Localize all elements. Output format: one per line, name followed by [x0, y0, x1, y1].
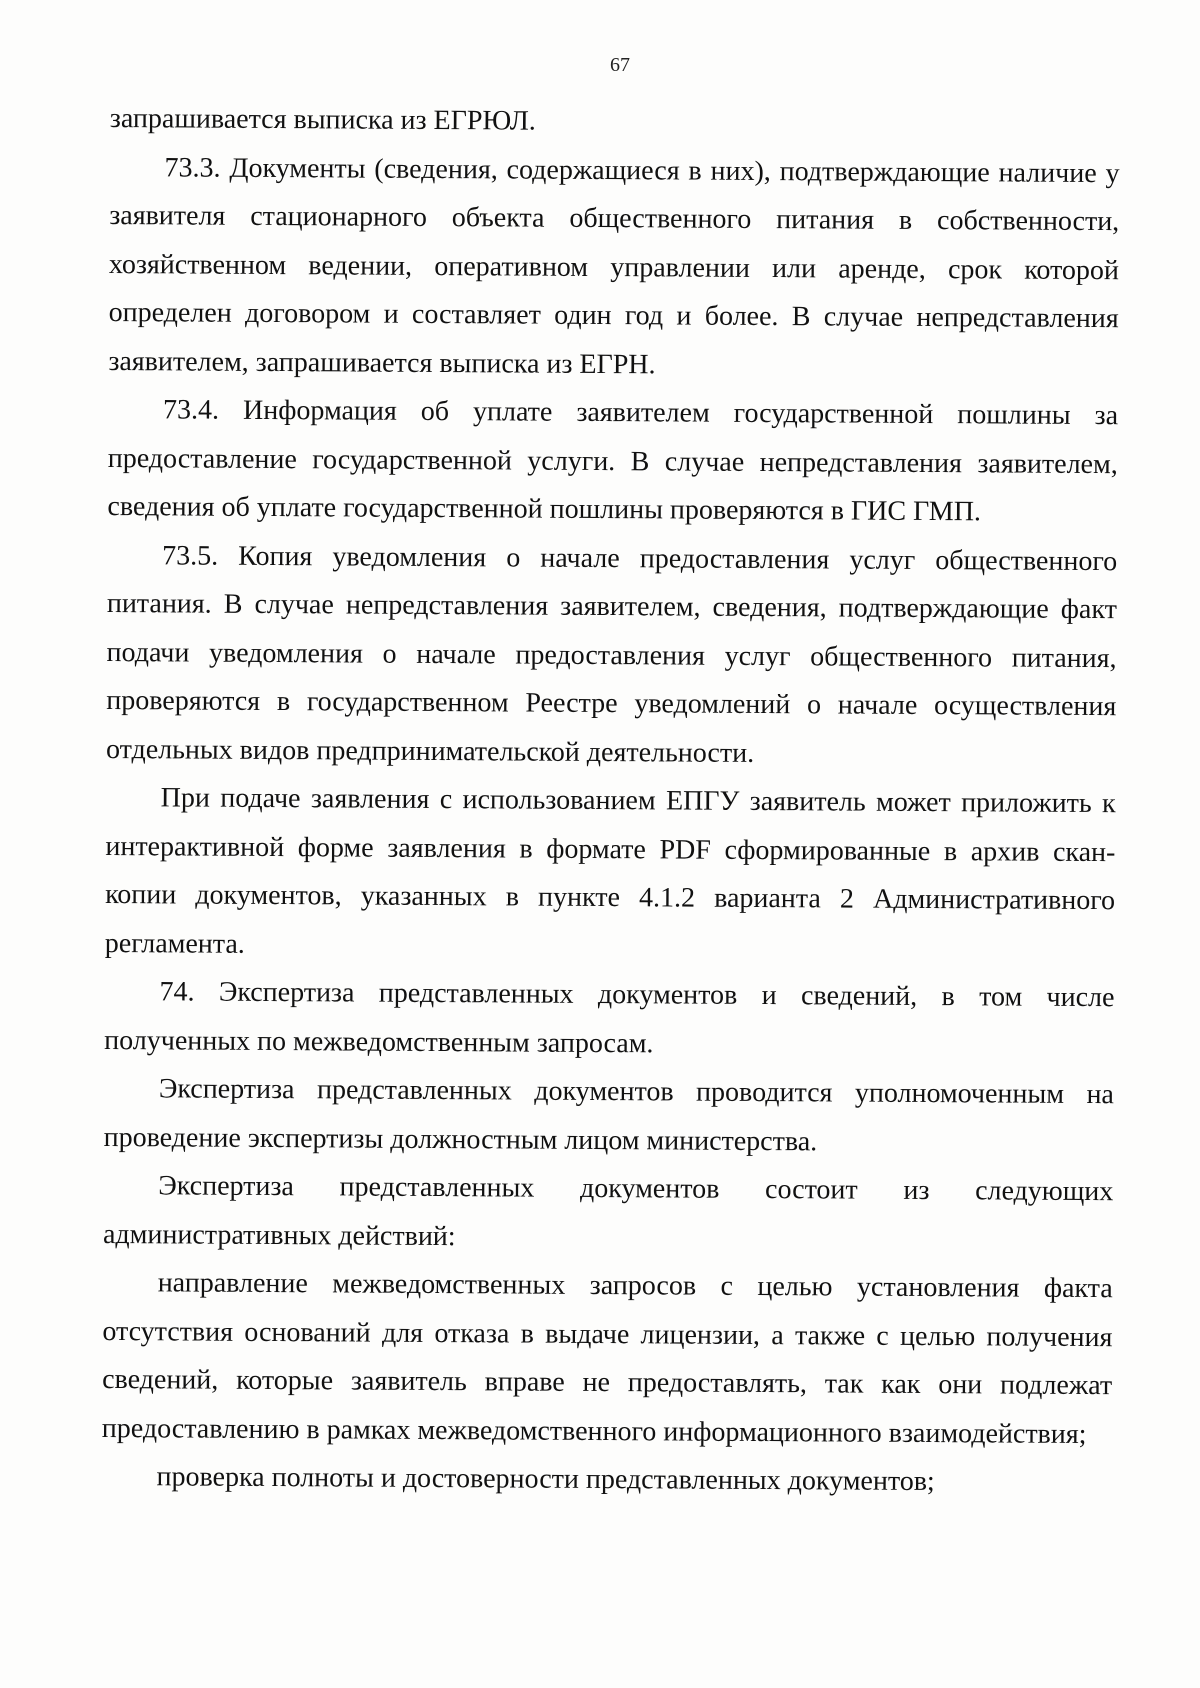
paragraph: Экспертиза представленных документов проводится уполномоченным на проведение экспертизы должностным лицом министерства. — [103, 1073, 1115, 1157]
paragraph: направление межведомственных запросов с целью установления факта отсутствия оснований для отказа в выдаче лицензии, а также с целью получения сведений, которые заявитель вправе не предоставлять, так как они подлежат предоставлению в рамках межведомственного информационного взаимодействия; — [101, 1267, 1113, 1450]
paragraph: Экспертиза представленных документов состоит из следующих административных действий: — [102, 1170, 1114, 1252]
paragraph: проверка полноты и достоверности представленных документов; — [156, 1461, 935, 1498]
paragraph: При подаче заявления с использованием ЕПГУ заявитель может приложить к интерактивной форме заявления в формате PDF сформированные в архив скан-копии документов, указанных в пункте 4.1.2 варианта 2 Административного регламента. — [104, 782, 1116, 960]
paragraph: запрашивается выписка из ЕГРЮЛ. — [109, 102, 536, 137]
document-body — [101, 95, 1120, 1508]
paragraph: 73.4. Информация об уплате заявителем государственной пошлины за предоставление государственной услуги. В случае непредставления заявителем, сведения об уплате государственной пошлины проверяются в ГИС ГМП. — [107, 394, 1119, 528]
paragraph: 74. Экспертиза представленных документов и сведений, в том числе полученных по межведомственным запросам. — [104, 976, 1115, 1059]
paragraph: 73.5. Копия уведомления о начале предоставления услуг общественного питания. В случае непредставления заявителем, сведения, подтверждающие факт подачи уведомления о начале предоставления услуг общественного питания, проверяются в государственном Реестре уведомлений о начале осуществления отдельных видов предпринимательской деятельности. — [105, 539, 1118, 769]
paragraph: 73.3. Документы (сведения, содержащиеся в них), подтверждающие наличие у заявителя стационарного объекта общественного питания в собственности, хозяйственном ведении, оперативном управлении или аренде, срок которой определен договором и составляет один год и более. В случае непредставления заявителем, запрашивается выписка из ЕГРН. — [108, 151, 1120, 380]
page-number: 67 — [610, 54, 630, 76]
